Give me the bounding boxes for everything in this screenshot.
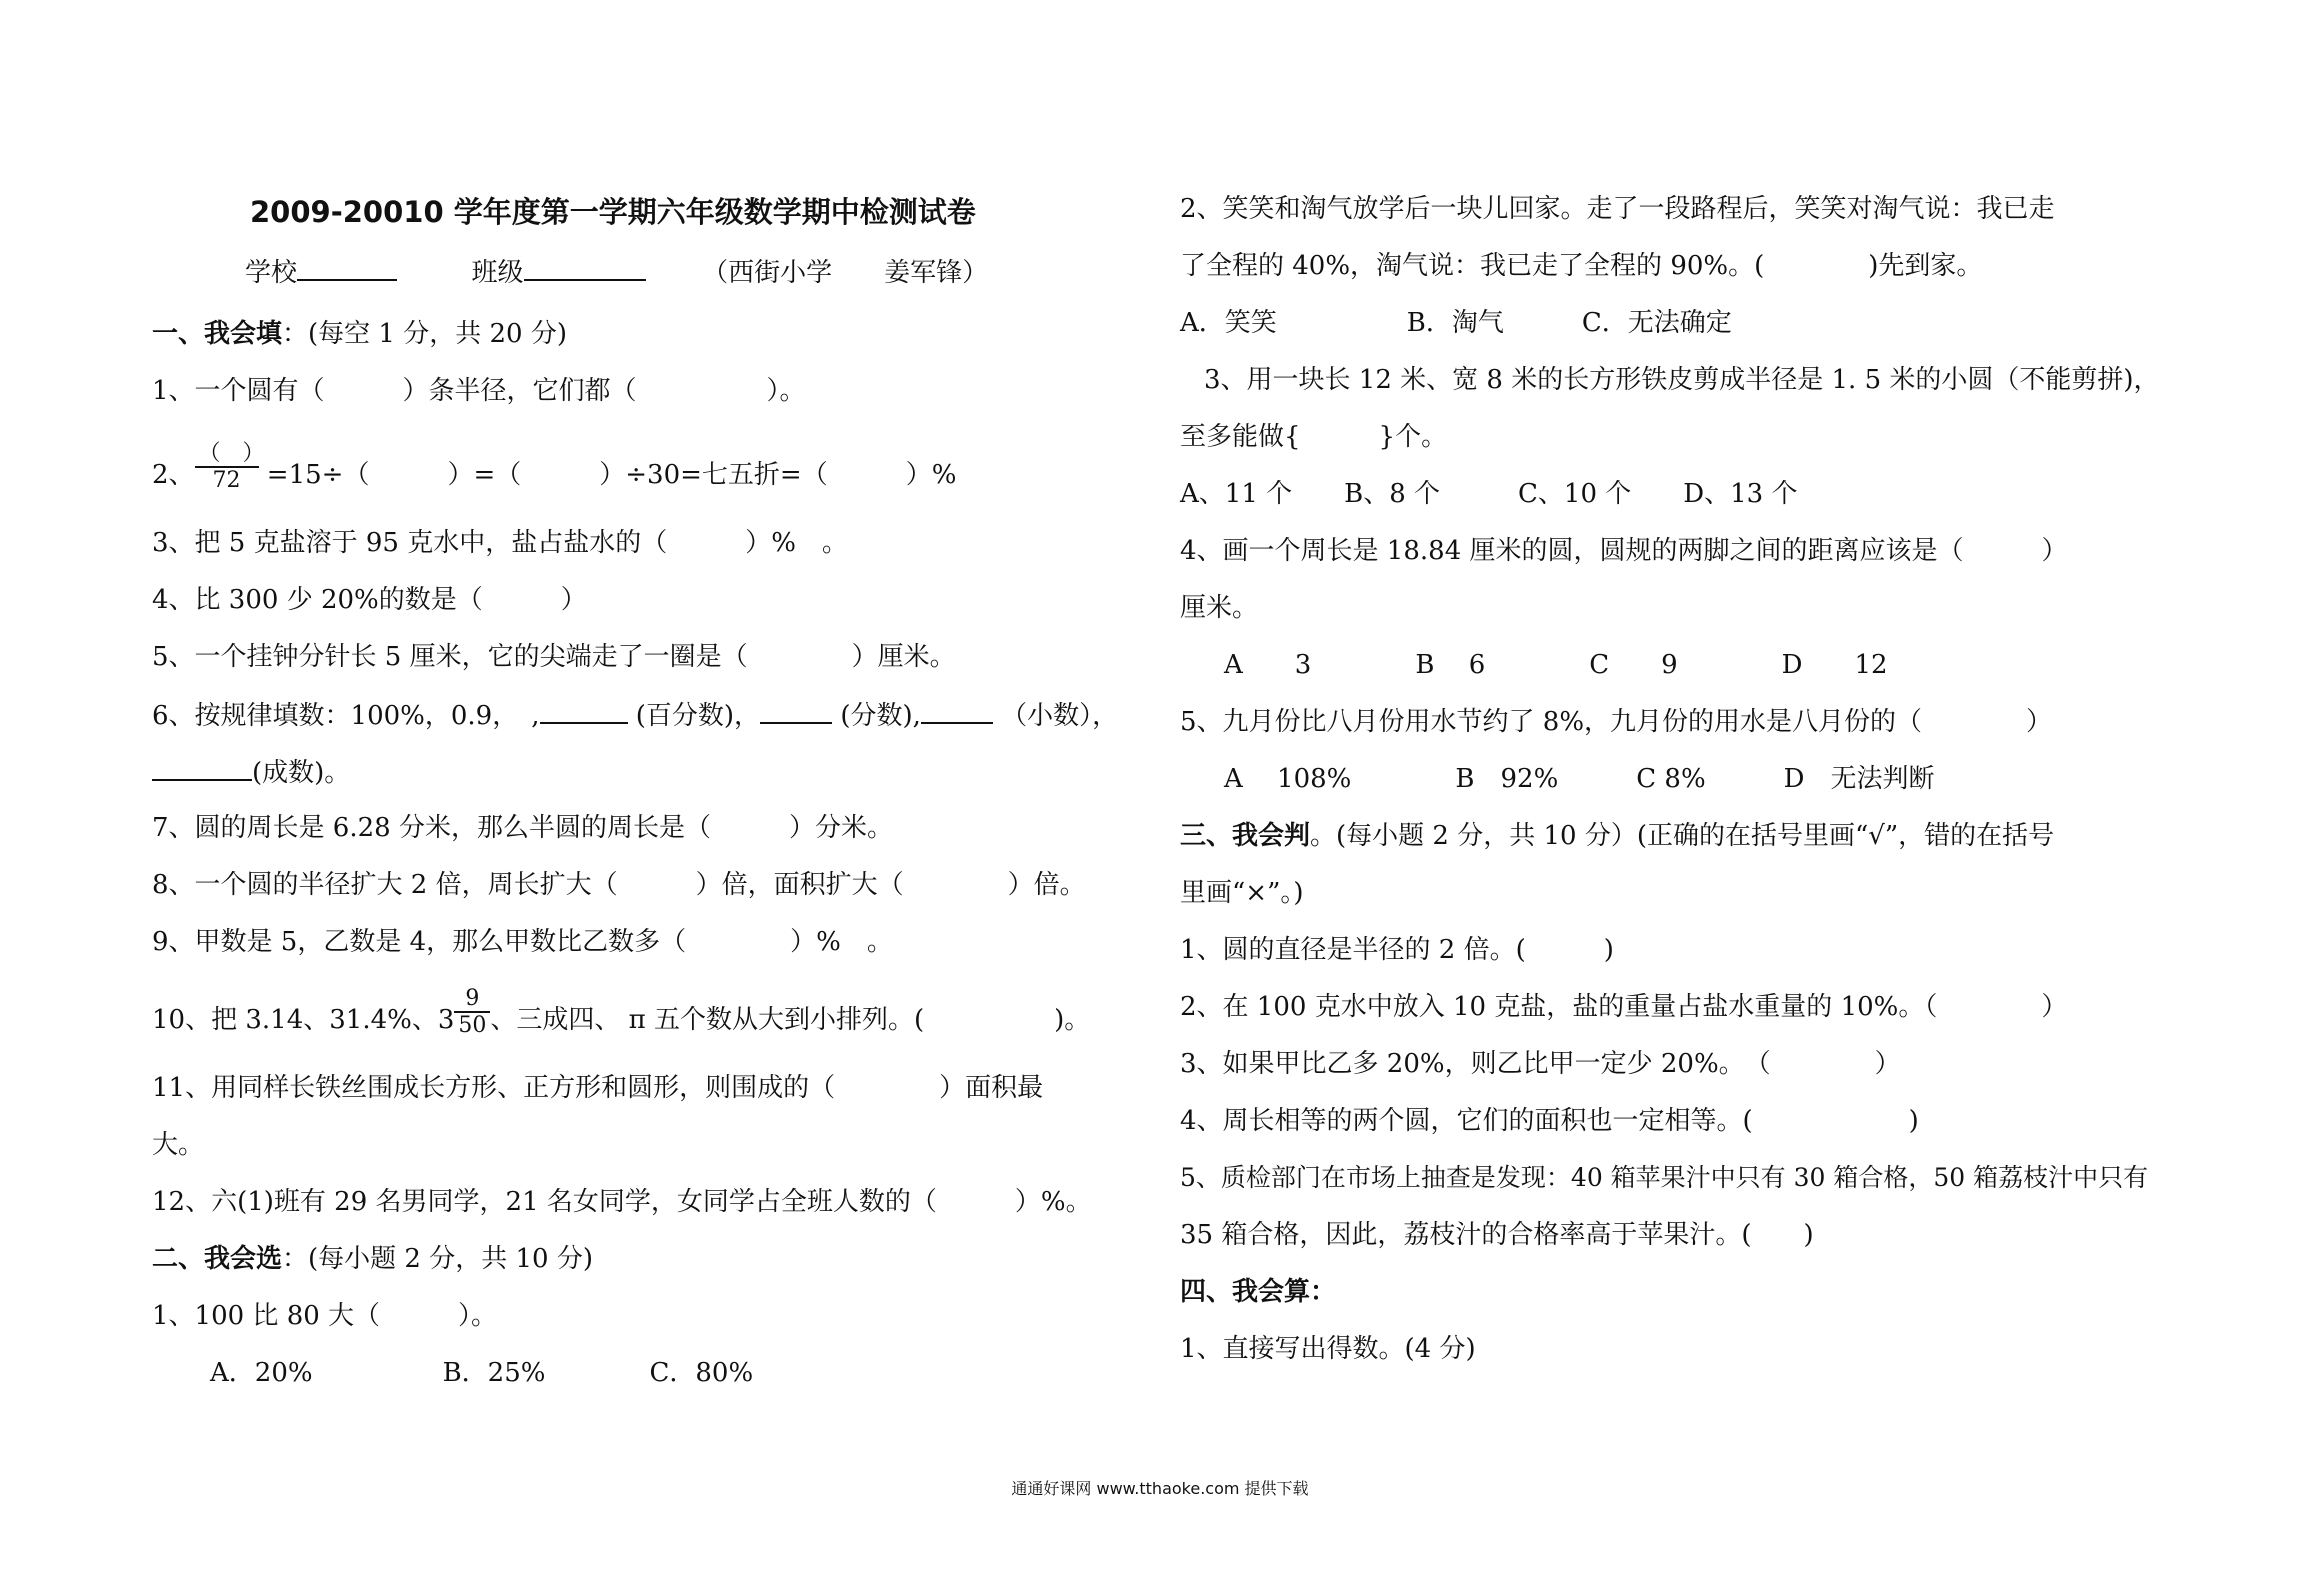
blank[interactable]: [760, 698, 832, 724]
fraction: $\frac{( )}{72}$: [195, 442, 259, 494]
author-note: （西街小学 姜军锋）: [702, 258, 989, 288]
s1-question-11: 11、用同样长铁丝围成长方形、正方形和圆形，则围成的（ ）面积最: [152, 1073, 1044, 1103]
s3-question-2: 2、在 100 克水中放入 10 克盐，盐的重量占盐水重量的 10%。（ ）: [1180, 992, 2068, 1022]
s3-question-1: 1、圆的直径是半径的 2 倍。( ): [1180, 935, 1614, 965]
info-line: [245, 255, 988, 289]
blank[interactable]: [921, 698, 993, 724]
section-2-heading: 二、我会选：(每小题 2 分，共 10 分): [152, 1244, 593, 1274]
s1-question-7: 7、圆的周长是 6.28 分米，那么半圆的周长是（ ）分米。: [152, 813, 893, 843]
s1-question-10: 10、把 3.14、31.4%、3 $\frac{9}{50}$ 、三成四、 π 五个数从大到小排列。( )。: [152, 986, 1091, 1038]
section-4-heading: 四、我会算：: [1180, 1277, 1337, 1307]
class-label: 班级: [471, 258, 524, 288]
fraction: $\frac{9}{50}$: [454, 987, 490, 1039]
s2-question-5: 5、九月份比八月份用水节约了 8%，九月份的用水是八月份的（ ）: [1180, 707, 2053, 737]
s3-question-3: 3、如果甲比乙多 20%，则乙比甲一定少 20%。 （ ）: [1180, 1049, 1901, 1079]
school-blank[interactable]: [297, 255, 397, 281]
s1-question-6-cont: (成数)。: [152, 755, 350, 789]
s3-question-4: 4、周长相等的两个圆，它们的面积也一定相等。( ): [1180, 1106, 1919, 1136]
s2-question-1-options: A．20% B．25% C．80%: [210, 1358, 754, 1388]
s2-question-4-cont: 厘米。: [1180, 593, 1259, 623]
s2-question-2-cont: 了全程的 40%，淘气说：我已走了全程的 90%。( )先到家。: [1180, 251, 1983, 281]
s1-question-9: 9、甲数是 5，乙数是 4，那么甲数比乙数多（ ）% 。: [152, 927, 893, 957]
s1-question-5: 5、一个挂钟分针长 5 厘米，它的尖端走了一圈是（ ）厘米。: [152, 642, 956, 672]
blank[interactable]: [540, 698, 628, 724]
s2-question-4-options: A 3 B 6 C 9 D 12: [1224, 650, 1888, 680]
s2-question-3: 3、用一块长 12 米、宽 8 米的长方形铁皮剪成半径是 1. 5 米的小圆（不能剪拼)，: [1204, 365, 2160, 395]
s1-question-12: 12、六(1)班有 29 名男同学，21 名女同学，女同学占全班人数的（ ）%。: [152, 1187, 1092, 1217]
school-label: 学校: [245, 258, 298, 288]
class-blank[interactable]: [524, 255, 646, 281]
s2-question-2: 2、笑笑和淘气放学后一块儿回家。走了一段路程后，笑笑对淘气说：我已走: [1180, 194, 2055, 224]
s1-question-3: 3、把 5 克盐溶于 95 克水中，盐占盐水的（ ）% 。: [152, 528, 848, 558]
section-3-note-cont: 里画“×”。): [1180, 878, 1304, 908]
s1-question-4: 4、比 300 少 20%的数是（ ）: [152, 585, 587, 615]
s3-question-5-cont: 35 箱合格，因此，荔枝汁的合格率高于苹果汁。( ): [1180, 1220, 1814, 1250]
section-3-heading: 三、我会判。(每小题 2 分，共 10 分）(正确的在括号里画“√”，错的在括号: [1180, 821, 2055, 851]
s2-question-1: 1、100 比 80 大（ ）。: [152, 1301, 498, 1331]
s1-question-1: 1、一个圆有（ ）条半径，它们都（ ）。: [152, 376, 806, 406]
s4-question-1: 1、直接写出得数。(4 分): [1180, 1334, 1476, 1364]
blank[interactable]: [152, 755, 252, 781]
s2-question-2-options: A．笑笑 B．淘气 C．无法确定: [1180, 308, 1732, 338]
s2-question-4: 4、画一个周长是 18.84 厘米的圆，圆规的两脚之间的距离应该是（ ）: [1180, 536, 2068, 566]
s1-question-2: 2、 $\frac{( )}{72}$ =15÷（ ）=（ ）÷30=七五折=（ ）%: [152, 441, 957, 493]
s1-question-8: 8、一个圆的半径扩大 2 倍，周长扩大（ ）倍，面积扩大（ ）倍。: [152, 870, 1086, 900]
section-1-heading: 一、我会填：(每空 1 分，共 20 分): [152, 319, 567, 349]
page-title: 2009-20010 学年度第一学期六年级数学期中检测试卷: [250, 195, 976, 229]
s1-question-6: 6、按规律填数：100%，0.9， , (百分数)， (分数), （小数），: [152, 698, 1118, 732]
s2-question-5-options: A 108% B 92% C 8% D 无法判断: [1224, 764, 1935, 794]
s3-question-5: 5、质检部门在市场上抽查是发现：40 箱苹果汁中只有 30 箱合格，50 箱荔枝汁中只有: [1180, 1163, 2149, 1192]
footer-credit: 通通好课网 www.tthaoke.com 提供下载: [1011, 1479, 1309, 1498]
s1-question-11-cont: 大。: [152, 1130, 205, 1160]
s2-question-3-options: A、11 个 B、8 个 C、10 个 D、13 个: [1180, 479, 1798, 509]
s2-question-3-cont: 至多能做{ }个。: [1180, 422, 1448, 452]
